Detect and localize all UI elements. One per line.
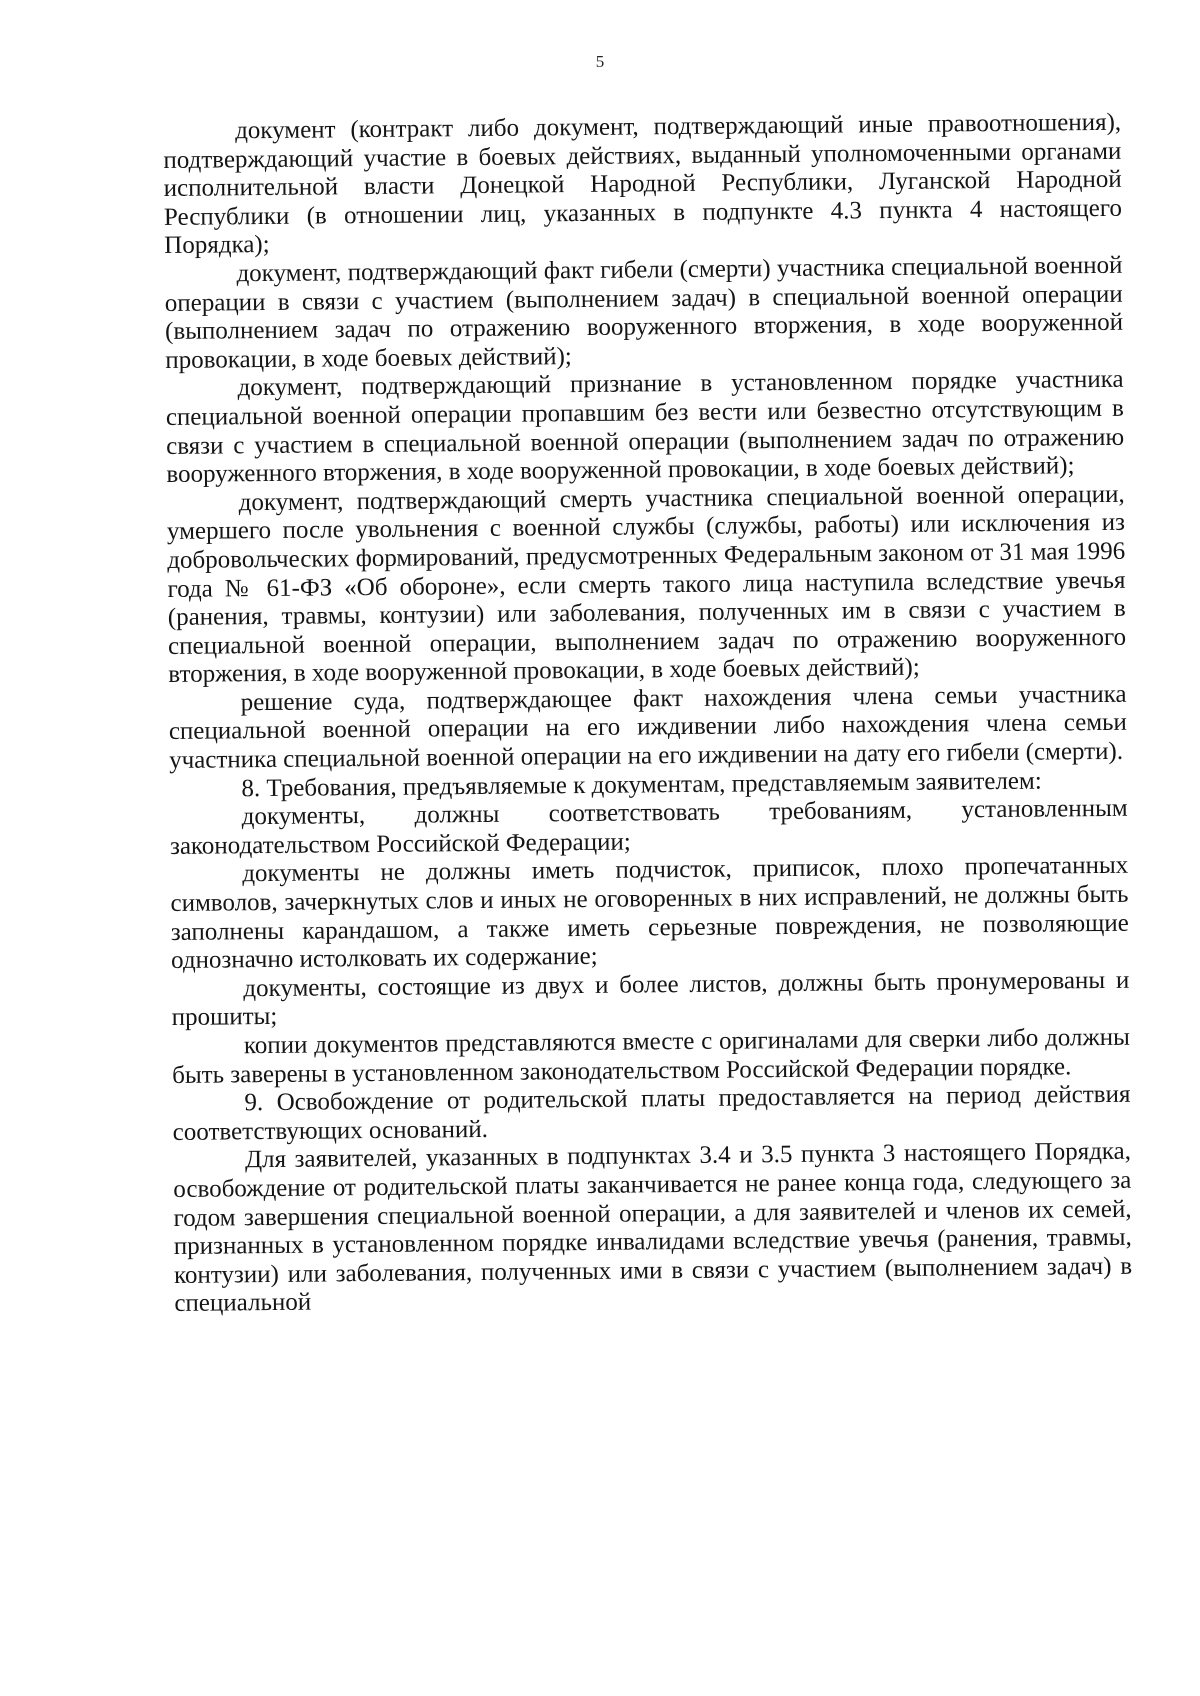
paragraph-document-death-after-discharge: документ, подтверждающий смерть участника специальной военной операции, умершего после увольнения с военной службы (службы, работы) или исключения из добровольческих формирований, предусмотренных Федеральным законом от 31 мая 1996 года № 61-ФЗ «Об обороне», если смерть такого лица наступила вследствие увечья (ранения, травмы, контузии) или заболевания, полученных им в связи с участием в специальной военной операции, выполнением задач по отражению вооруженного вторжения, в ходе вооруженной провокации, в ходе боевых действий); <box>166 480 1127 689</box>
paragraph-document-contract: документ (контракт либо документ, подтверждающий иные правоотношения), подтверждающий участие в боевых действиях, выданный уполномоченными органами исполнительной власти Донецкой Народной Республики, Луганской Народной Республики (в отношении лиц, указанных в подпункте 4.3 пункта 4 настоящего Порядка); <box>163 108 1123 260</box>
document-body <box>163 109 1132 1319</box>
paragraph-requirement-no-corrections: документы не должны иметь подчисток, приписок, плохо пропечатанных символов, зачеркнутых слов и иных не оговоренных в них исправлений, не должны быть заполнены карандашом, а также иметь серьезные повреждения, не позволяющие однозначно истолковать их содержание; <box>170 852 1129 975</box>
page-number: 5 <box>595 52 605 71</box>
paragraph-section-8: 8. Требования, предъявляемые к документам, представляемым заявителем: <box>241 767 1042 802</box>
paragraph-document-missing: документ, подтверждающий признание в установленном порядке участника специальной военной операции пропавшим без вести или безвестно отсутствующим в связи с участием в специальной военной операции (выполнением задач по отражению вооруженного вторжения, в ходе вооруженной провокации, в ходе боевых действий); <box>165 366 1125 489</box>
paragraph-section-9: 9. Освобождение от родительской платы предоставляется на период действия соответствующих оснований. <box>172 1080 1131 1146</box>
paragraph-document-death-fact: документ, подтверждающий факт гибели (смерти) участника специальной военной операции в связи с участием (выполнением задач) в специальной военной операции (выполнением задач по отражению вооруженного вторжения, в ходе вооруженной провокации, в ходе боевых действий); <box>164 251 1124 374</box>
paragraph-court-decision: решение суда, подтверждающее факт нахождения члена семьи участника специальной военной операции на его иждивении либо нахождения члена семьи участника специальной военной операции на его иждивении на дату его гибели (смерти). <box>168 680 1127 775</box>
paragraph-exemption-period: Для заявителей, указанных в подпунктах 3.4 и 3.5 пункта 3 настоящего Порядка, освобождение от родительской платы заканчивается не ранее конца года, следующего за годом завершения специальной военной операции, а для заявителей и членов их семей, признанных в установленном порядке инвалидами вследствие увечья (ранения, травмы, контузии) или заболевания, полученных ими в связи с участием (выполнением задач) в специальной <box>173 1138 1133 1318</box>
paragraph-requirement-legislation: документы, должны соответствовать требованиям, установленным законодательством Российской Федерации; <box>169 795 1128 860</box>
paragraph-requirement-numbered: документы, состоящие из двух и более листов, должны быть пронумерованы и прошиты; <box>171 966 1130 1032</box>
paragraph-requirement-copies: копии документов представляются вместе с оригиналами для сверки либо должны быть заверены в установленном законодательством Российской Федерации порядке. <box>172 1023 1130 1089</box>
